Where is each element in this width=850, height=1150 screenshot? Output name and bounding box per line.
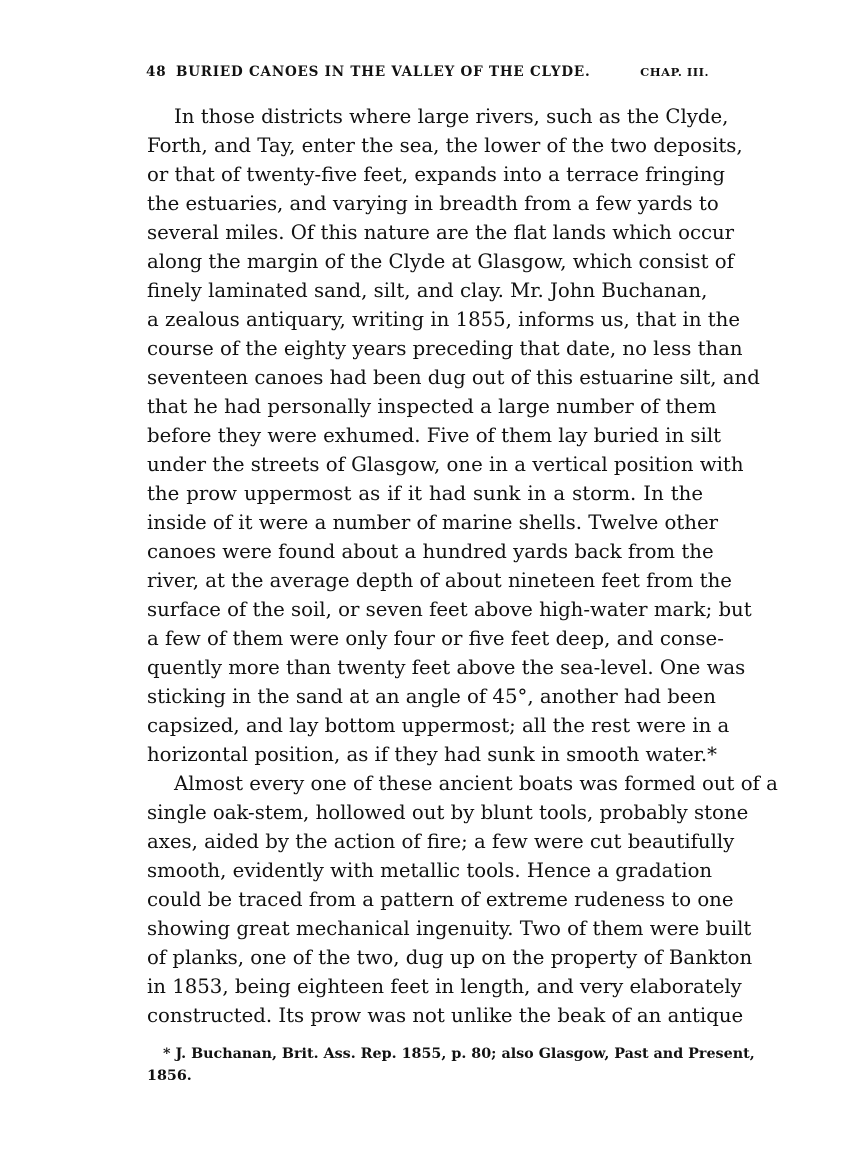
text-line: capsized, and lay bottom uppermost; all the rest were in a — [147, 714, 730, 737]
text-line: before they were exhumed. Five of them lay buried in silt — [147, 424, 722, 447]
text-line: of planks, one of the two, dug up on the property of Bankton — [147, 946, 753, 969]
chapter-label: CHAP. III. — [640, 65, 709, 79]
text-line: inside of it were a number of marine shells. Twelve other — [147, 511, 719, 534]
text-line: axes, aided by the action of fire; a few were cut beautifully — [147, 830, 735, 853]
text-line: or that of twenty-five feet, expands into a terrace fringing — [147, 163, 726, 186]
text-line: canoes were found about a hundred yards back from the — [147, 540, 714, 563]
page-number: 48 — [146, 64, 167, 80]
text-line: river, at the average depth of about nineteen feet from the — [147, 569, 732, 592]
text-line: quently more than twenty feet above the sea-level. One was — [147, 656, 746, 679]
text-line: surface of the soil, or seven feet above high-water mark; but — [147, 598, 752, 621]
text-line: several miles. Of this nature are the flat lands which occur — [147, 221, 735, 244]
text-line: finely laminated sand, silt, and clay. Mr. John Buchanan, — [147, 279, 708, 302]
text-line: in 1853, being eighteen feet in length, and very elaborately — [147, 975, 742, 998]
footnote — [147, 1043, 755, 1087]
text-line: showing great mechanical ingenuity. Two of them were built — [147, 917, 752, 940]
text-line: In those districts where large rivers, such as the Clyde, — [174, 105, 729, 128]
text-line: that he had personally inspected a large number of them — [147, 395, 717, 418]
running-head — [146, 64, 709, 84]
text-line: seventeen canoes had been dug out of this estuarine silt, and — [147, 366, 760, 389]
text-line: could be traced from a pattern of extreme rudeness to one — [147, 888, 734, 911]
text-line: constructed. Its prow was not unlike the beak of an antique — [147, 1004, 744, 1027]
text-line: Forth, and Tay, enter the sea, the lower of the two deposits, — [147, 134, 743, 157]
text-line: sticking in the sand at an angle of 45°, another had been — [147, 685, 716, 708]
body-text — [147, 102, 778, 1030]
running-title: BURIED CANOES IN THE VALLEY OF THE CLYDE. — [176, 64, 591, 80]
text-line: course of the eighty years preceding that date, no less than — [147, 337, 743, 360]
text-line: the prow uppermost as if it had sunk in a storm. In the — [147, 482, 703, 505]
footnote-line: 1856. — [147, 1068, 192, 1084]
text-line: a zealous antiquary, writing in 1855, informs us, that in the — [147, 308, 741, 331]
text-line: horizontal position, as if they had sunk in smooth water.* — [147, 743, 718, 766]
text-line: the estuaries, and varying in breadth from a few yards to — [147, 192, 719, 215]
text-line: a few of them were only four or five feet deep, and conse- — [147, 627, 724, 650]
text-line: single oak-stem, hollowed out by blunt tools, probably stone — [147, 801, 749, 824]
text-line: smooth, evidently with metallic tools. Hence a gradation — [147, 859, 713, 882]
text-line: under the streets of Glasgow, one in a vertical position with — [147, 453, 744, 476]
text-line: Almost every one of these ancient boats was formed out of a — [174, 772, 778, 795]
text-line: along the margin of the Clyde at Glasgow, which consist of — [147, 250, 734, 273]
footnote-line: * J. Buchanan, Brit. Ass. Rep. 1855, p. 80; also Glasgow, Past and Present, — [163, 1046, 755, 1062]
